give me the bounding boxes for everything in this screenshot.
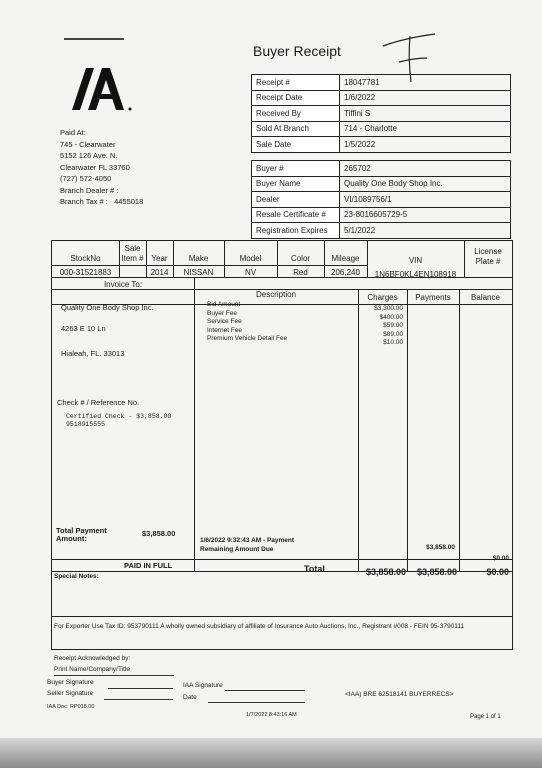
line-item-charge: $59.00 (383, 322, 403, 329)
received-by-label: Received By (252, 106, 340, 122)
sale-date-value: 1/5/2022 (340, 137, 511, 153)
col-header-sale-item: Sale Item # (121, 244, 144, 263)
table-row (252, 137, 511, 153)
receipt-number-label: Receipt # (252, 75, 340, 91)
col-header-year: Year (151, 254, 168, 263)
iaa-signature-line (225, 690, 305, 691)
buyer-name-label: Buyer Name (252, 176, 340, 192)
col-header-model: Model (239, 254, 262, 263)
vehicle-stockno: 000-31521883 (59, 268, 112, 277)
col-header-make: Make (188, 254, 209, 263)
check-line2: 9518915555 (66, 421, 106, 428)
receipt-date-value: 1/6/2022 (340, 90, 511, 106)
table-row (252, 75, 511, 91)
print-name-label: Print Name/Company/Title (54, 666, 130, 673)
line-item-description: Buyer Fee (207, 309, 237, 317)
receipt-number-value: 18047781 (340, 75, 511, 91)
registration-expires-value: 5/1/2022 (340, 223, 511, 239)
branch-tax-value: 4455018 (114, 197, 144, 206)
line-item-description: Internet Fee (207, 326, 243, 334)
line-item-charge: $3,300.00 (374, 305, 403, 312)
buyer-number-label: Buyer # (252, 161, 340, 177)
col-header-color: Color (290, 254, 311, 263)
table-row (252, 192, 511, 208)
invoice-to-street: 4263 E 10 Ln (61, 324, 106, 333)
doc-id: IAA Doc: RP018.00 (47, 704, 95, 710)
table-row (252, 223, 511, 239)
buyer-signature-label: Buyer Signature (47, 679, 94, 686)
scan-edge (0, 738, 542, 768)
vehicle-make: NISSAN (183, 268, 214, 277)
receipt-date-label: Receipt Date (252, 90, 340, 106)
dealer-label: Dealer (252, 192, 340, 208)
total-charges: $3,858.00 (365, 567, 406, 577)
iaa-signature-label: IAA Signature (183, 682, 223, 689)
line-item-charge: $10.00 (383, 339, 403, 346)
payment-line-balance: $0.00 (492, 555, 509, 562)
table-row (252, 176, 511, 192)
vehicle-mileage: 206,240 (331, 268, 360, 277)
vehicle-vin: 1N6BF0KL4EN108918 (374, 270, 457, 279)
payment-line-payment: $3,858.00 (426, 544, 455, 551)
barcode-text: <IAA) BRE 62518141 BUYERRECS> (345, 691, 454, 698)
check-line1: Certified Check - $3,858.00 (66, 413, 172, 420)
sale-date-label: Sale Date (252, 137, 340, 153)
buyer-number-value: 265702 (340, 161, 511, 177)
resale-certificate-value: 23-8016605729-5 (340, 207, 511, 223)
line-item-charge: $400.00 (379, 313, 403, 321)
paid-at-block (60, 127, 143, 208)
total-label: Total (304, 564, 325, 574)
printed-timestamp: 1/7/2022 8:43:16 AM (246, 712, 297, 718)
table-row (252, 207, 511, 223)
line-item-description: Premium Vehicle Detail Fee (207, 335, 288, 342)
seller-signature-label: Seller Signature (47, 690, 94, 697)
line-item-description: Bid Amount (207, 301, 241, 308)
special-notes-label: Special Notes: (54, 573, 99, 580)
invoice-to-city: Hialeah, FL. 33013 (61, 349, 125, 358)
line-item-charge: $89.00 (383, 330, 403, 338)
paid-at-line3: Clearwater FL 33760 (60, 162, 130, 172)
date-label: Date (183, 694, 197, 701)
table-row (252, 121, 511, 137)
iaa-logo (70, 66, 138, 112)
vehicle-color: Red (293, 268, 308, 277)
line-item-description: Service Fee (207, 318, 242, 325)
payment-line-text2: Remaining Amount Due (200, 546, 274, 553)
buyer-info-table (251, 160, 511, 239)
col-header-stockno: StockNo (70, 254, 101, 263)
charges-header: Charges (367, 293, 398, 302)
description-header: Description (255, 290, 296, 299)
page-number: Page 1 of 1 (470, 714, 501, 720)
receipt-info-table (251, 74, 511, 153)
registration-expires-label: Registration Expires (252, 223, 340, 239)
table-row (252, 106, 511, 122)
total-payment-label2: Amount: (56, 534, 87, 543)
table-row (252, 90, 511, 106)
paid-at-line2: 5152 126 Ave. N. (60, 151, 118, 160)
seller-signature-line (104, 699, 173, 700)
total-payments: $3,858.00 (416, 567, 457, 577)
total-balance: $0.00 (486, 567, 509, 577)
exporter-note: For Exporter Use Tax ID: 953790111 A wholly owned subsidiary of affiliate of Insurance Auto Auctions, Inc., Registrant #008 - FEIN 95-3790111 (54, 623, 465, 630)
payments-header: Payments (415, 293, 451, 302)
received-by-value: Tiffini S (340, 106, 511, 122)
receipt-acknowledged-label: Receipt Acknowledged by: (54, 655, 131, 662)
dealer-value: VI/1089756/1 (340, 192, 511, 208)
paid-at-label: Paid At: (60, 128, 86, 137)
paid-at-line1: 745 - Clearwater (60, 139, 116, 149)
vehicle-model: NV (244, 268, 257, 277)
branch-dealer-label: Branch Dealer # : (60, 185, 119, 195)
sold-at-branch-value: 714 - Charlotte (340, 121, 511, 137)
resale-certificate-label: Resale Certificate # (252, 207, 340, 223)
invoice-to-name: Quality One Body Shop Inc. (61, 303, 154, 312)
total-payment-label1: Total Payment (56, 526, 107, 535)
line-items-descriptions (207, 301, 287, 344)
buyer-signature-line (108, 688, 173, 689)
line-items-charges (358, 305, 403, 348)
col-header-license: License Plate # (474, 247, 502, 266)
col-header-vin: VIN (408, 256, 423, 265)
payment-line-text1: 1/6/2022 9:32:43 AM - Payment (200, 537, 295, 544)
table-row (252, 161, 511, 177)
scan-mark (64, 38, 124, 40)
vehicle-year: 2014 (150, 268, 169, 277)
paid-in-full: PAID IN FULL (124, 561, 173, 570)
buyer-name-value: Quality One Body Shop Inc. (340, 176, 511, 192)
print-name-line (54, 675, 174, 676)
date-line (208, 702, 305, 703)
check-reference-label: Check # / Reference No. (57, 398, 140, 407)
paid-at-phone: (727) 572-4050 (60, 174, 112, 183)
branch-tax-label: Branch Tax # : (60, 197, 108, 206)
total-payment-value: $3,858.00 (142, 529, 176, 538)
col-header-mileage: Mileage (331, 254, 360, 263)
page-title: Buyer Receipt (253, 43, 341, 59)
balance-header: Balance (471, 293, 500, 302)
receipt-grid (51, 240, 513, 650)
invoice-to-header: Invoice To: (103, 280, 143, 289)
sold-at-branch-label: Sold At Branch (252, 121, 340, 137)
